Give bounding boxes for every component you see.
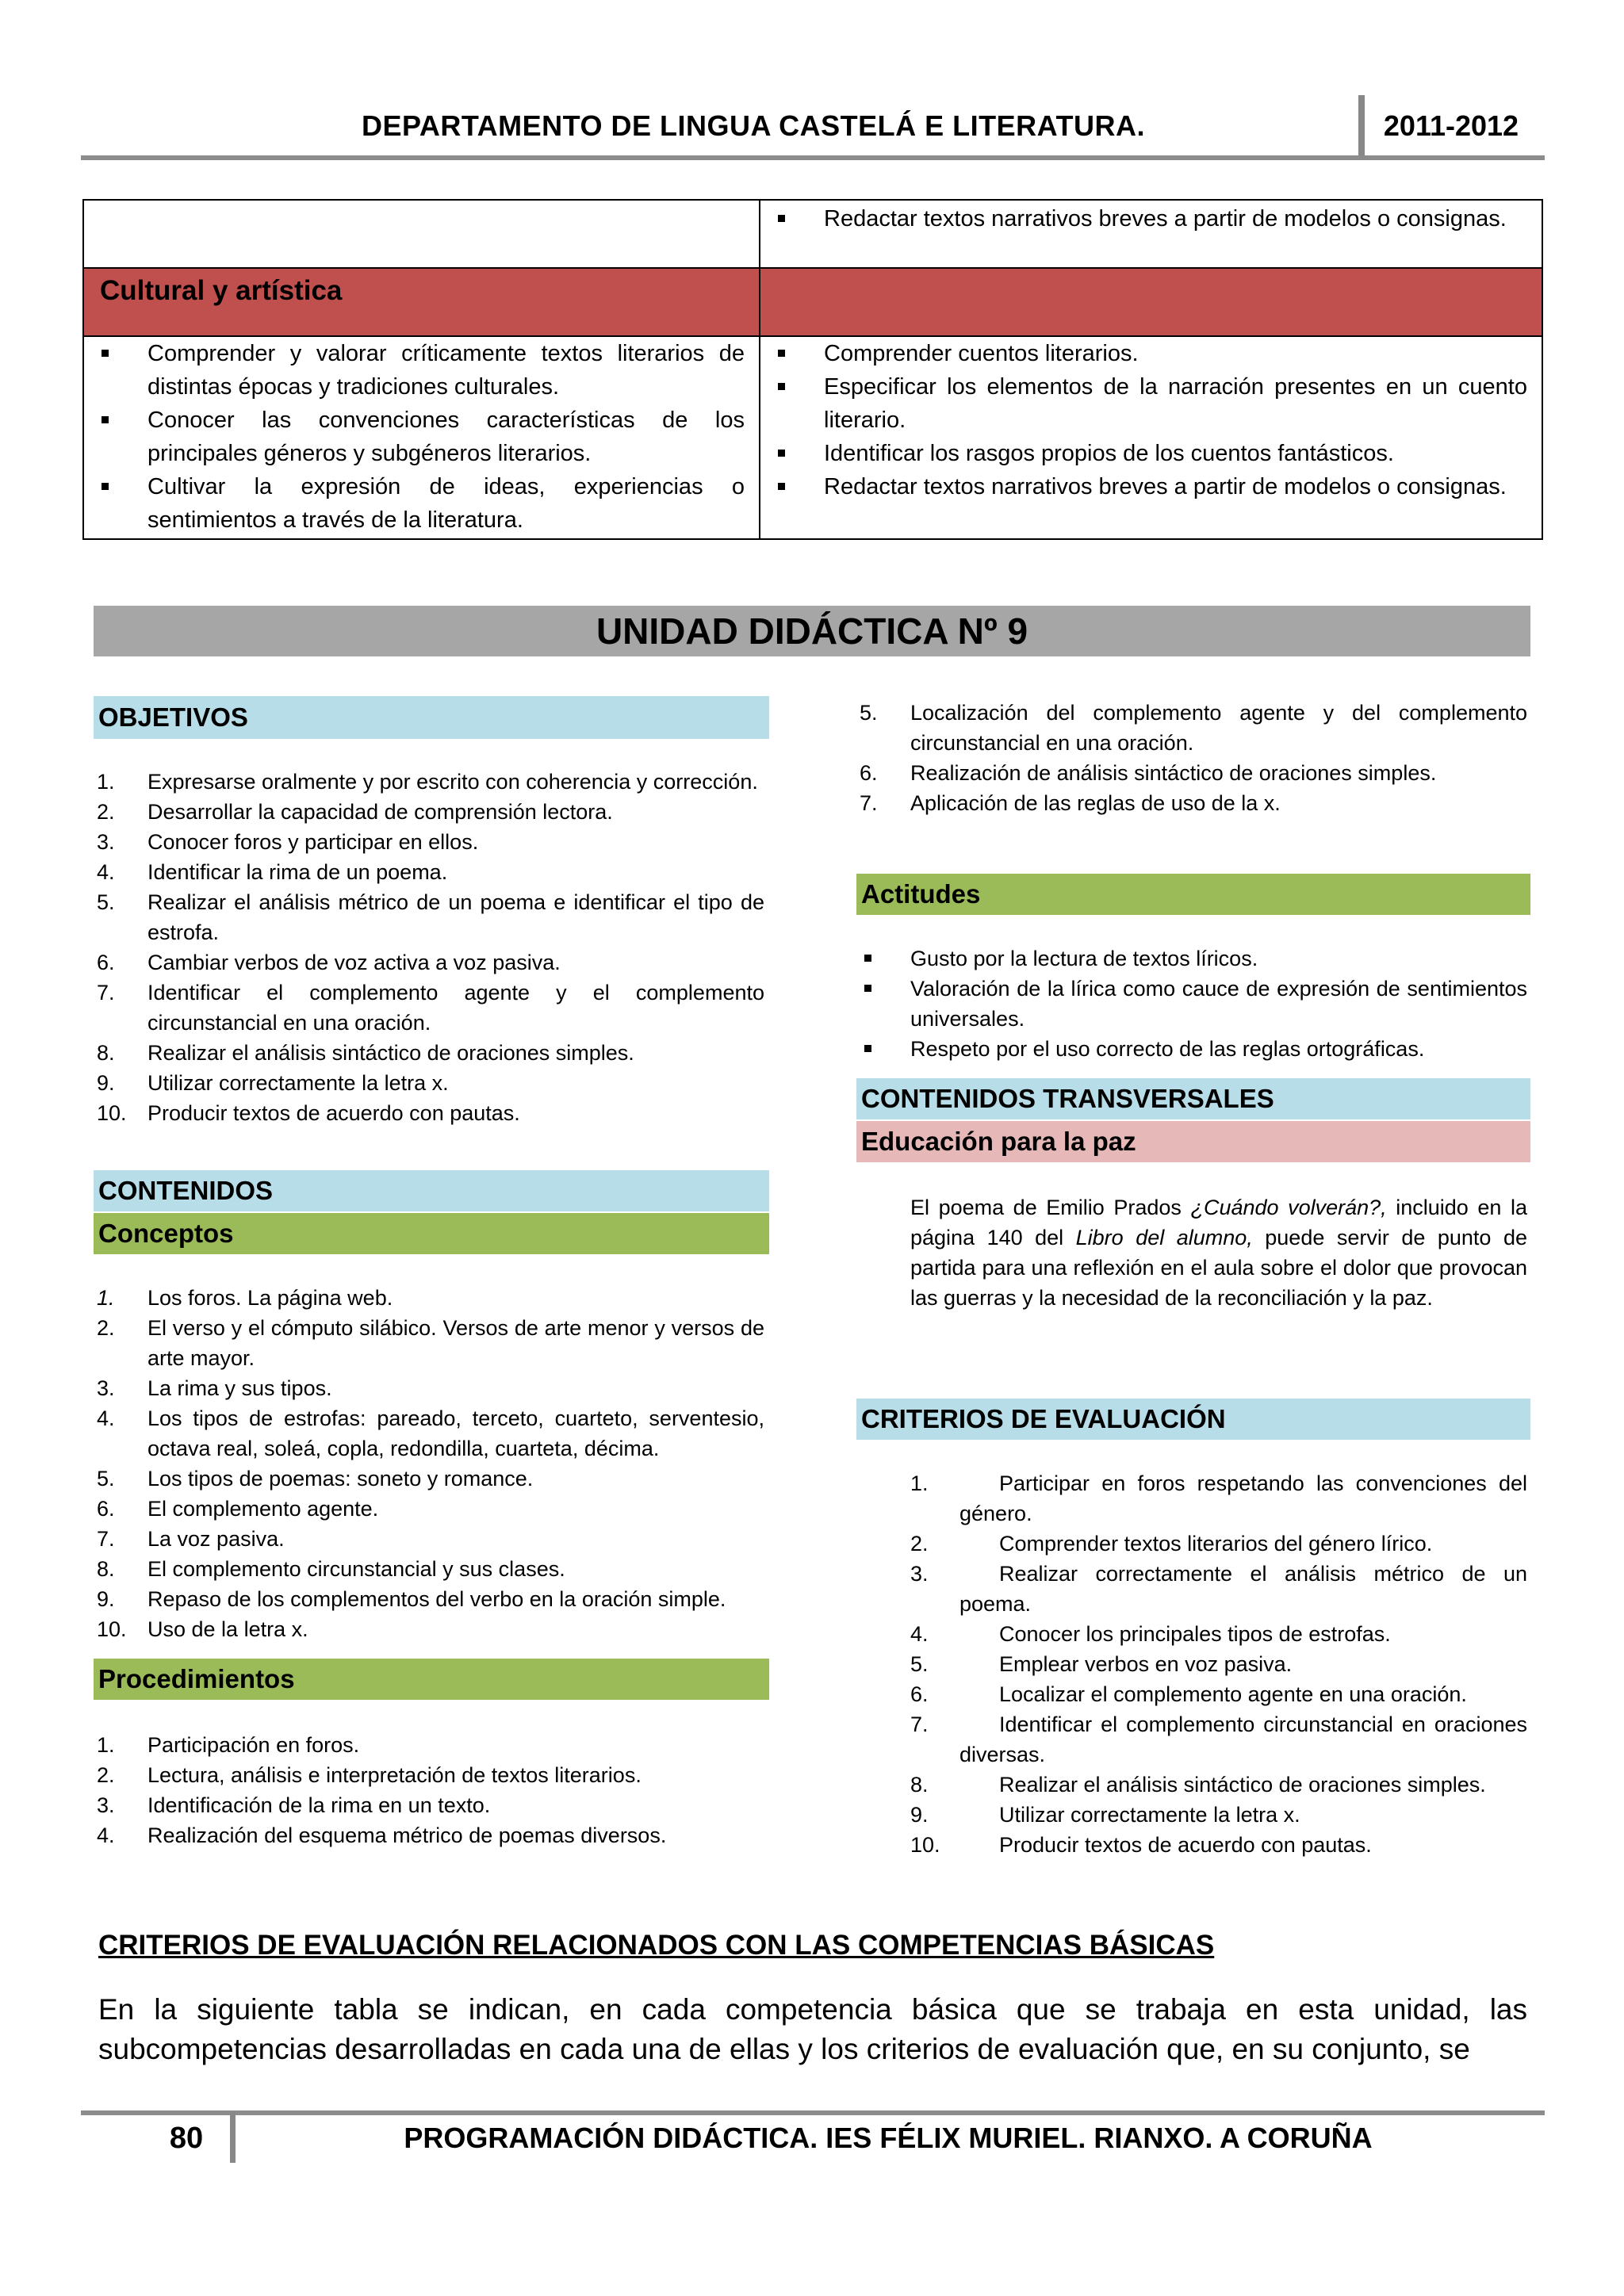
header-year: 2011-2012 xyxy=(1383,109,1519,142)
list-item: 2. Comprender textos literarios del género lírico. xyxy=(910,1532,1433,1556)
page-number: 80 xyxy=(169,2122,204,2155)
list-item: 3. Conocer foros y participar en ellos. xyxy=(97,830,479,854)
list-item: Cultivar la expresión de ideas, experiencias o sentimientos a través de la literatura. xyxy=(84,470,745,537)
criterios-heading: CRITERIOS DE EVALUACIÓN xyxy=(856,1399,1530,1440)
table-row-section xyxy=(84,267,1542,337)
list-item: 1. Los foros. La página web. xyxy=(97,1286,393,1310)
contenidos-heading: CONTENIDOS xyxy=(94,1170,769,1211)
transversales-paragraph: El poema de Emilio Prados ¿Cuándo volverán?, incluido en la página 140 del Libro del alumno, puede servir de punto de partida para una reflexión en el aula sobre el dolor que provocan las guerras y la necesidad de la reconciliación y la paz. xyxy=(910,1196,1527,1310)
table-cell-empty xyxy=(760,269,1542,335)
actitudes-heading: Actitudes xyxy=(856,874,1530,915)
section-label: Cultural y artística xyxy=(100,275,343,306)
list-item: 7. Identificar el complemento circunstancial en oraciones diversas. xyxy=(910,1712,1527,1766)
competencias-paragraph: En la siguiente tabla se indican, en cada competencia básica que se trabaja en esta unidad, las subcompetencias desarrolladas en cada una de ellas y los criterios de evaluación que, en su conjunto, se xyxy=(98,1993,1527,2065)
actitudes-list xyxy=(860,943,1527,1064)
objetivos-heading: OBJETIVOS xyxy=(94,696,769,739)
list-item: Redactar textos narrativos breves a partir de modelos o consignas. xyxy=(760,470,1527,503)
table-cell xyxy=(84,337,760,538)
list-item: 4. Los tipos de estrofas: pareado, terceto, cuarteto, serventesio, octava real, soleá, copla, redondilla, cuarteta, décima. xyxy=(97,1406,764,1460)
list-item: 5. Localización del complemento agente y del complemento circunstancial en una oración. xyxy=(860,701,1527,755)
procedimientos-list xyxy=(97,1730,764,1850)
list-item: 6. Localizar el complemento agente en una oración. xyxy=(910,1682,1467,1706)
list-item: 2. Desarrollar la capacidad de comprensión lectora. xyxy=(97,800,613,824)
list-item: 9. Utilizar correctamente la letra x. xyxy=(97,1071,449,1095)
criterios-list xyxy=(910,1468,1527,1860)
list-item: Comprender y valorar críticamente textos literarios de distintas épocas y tradiciones culturales. xyxy=(84,337,745,404)
footer-rule xyxy=(81,2110,1545,2115)
list-item: 1. Expresarse oralmente y por escrito con coherencia y corrección. xyxy=(97,770,758,794)
list-item: 6. Cambiar verbos de voz activa a voz pasiva. xyxy=(97,951,561,974)
footer-title: PROGRAMACIÓN DIDÁCTICA. IES FÉLIX MURIEL. RIANXO. A CORUÑA xyxy=(404,2122,1373,2154)
list-item: 8. Realizar el análisis sintáctico de oraciones simples. xyxy=(97,1041,634,1065)
list-item: 7. Aplicación de las reglas de uso de la x. xyxy=(860,791,1281,815)
list-item: Conocer las convenciones características de los principales géneros y subgéneros literarios. xyxy=(84,404,745,470)
list-item: 7. Identificar el complemento agente y el complemento circunstancial en una oración. xyxy=(97,981,764,1035)
table-cell xyxy=(84,269,760,335)
competencias-criterios-title: CRITERIOS DE EVALUACIÓN RELACIONADOS CON LAS COMPETENCIAS BÁSICAS xyxy=(98,1930,1215,1961)
procedimientos-list-continued xyxy=(860,698,1527,818)
list-item: Valoración de la lírica como cauce de expresión de sentimientos universales. xyxy=(860,974,1527,1034)
list-item: 1. Participación en foros. xyxy=(97,1733,360,1757)
list-item: 4. Conocer los principales tipos de estrofas. xyxy=(910,1622,1391,1646)
list-item: 6. Realización de análisis sintáctico de oraciones simples. xyxy=(860,761,1437,785)
header-title: DEPARTAMENTO DE LINGUA CASTELÁ E LITERATURA. xyxy=(362,109,1145,142)
list-item: 1. Participar en foros respetando las convenciones del género. xyxy=(910,1471,1527,1525)
footer-divider xyxy=(230,2112,236,2163)
list-item: 10. Producir textos de acuerdo con pautas. xyxy=(97,1101,520,1125)
transversales-heading: CONTENIDOS TRANSVERSALES xyxy=(856,1078,1530,1119)
table-cell xyxy=(760,337,1542,538)
header-rule xyxy=(81,155,1545,160)
list-item: 4. Identificar la rima de un poema. xyxy=(97,860,448,884)
table-row xyxy=(84,337,1542,538)
unit-title: UNIDAD DIDÁCTICA Nº 9 xyxy=(94,606,1530,656)
list-item: Redactar textos narrativos breves a partir de modelos o consignas. xyxy=(760,202,1527,235)
list-item: 9. Utilizar correctamente la letra x. xyxy=(910,1803,1300,1827)
list-item: 3. Identificación de la rima en un texto. xyxy=(97,1793,491,1817)
list-item: 5. Los tipos de poemas: soneto y romance. xyxy=(97,1467,534,1490)
list-item: 5. Realizar el análisis métrico de un poema e identificar el tipo de estrofa. xyxy=(97,890,764,944)
list-item: 7. La voz pasiva. xyxy=(97,1527,285,1551)
educacion-paz-heading: Educación para la paz xyxy=(856,1121,1530,1162)
list-item: 2. Lectura, análisis e interpretación de textos literarios. xyxy=(97,1763,642,1787)
conceptos-heading: Conceptos xyxy=(94,1213,769,1254)
list-item: 9. Repaso de los complementos del verbo en la oración simple. xyxy=(97,1587,726,1611)
list-item: Especificar los elementos de la narración presentes en un cuento literario. xyxy=(760,370,1527,437)
list-item: 8. Realizar el análisis sintáctico de oraciones simples. xyxy=(910,1773,1486,1797)
table-cell xyxy=(760,201,1542,267)
header-divider xyxy=(1358,95,1365,157)
list-item: 2. El verso y el cómputo silábico. Versos de arte menor y versos de arte mayor. xyxy=(97,1316,764,1370)
list-item: Respeto por el uso correcto de las reglas ortográficas. xyxy=(860,1034,1527,1064)
list-item: 4. Realización del esquema métrico de poemas diversos. xyxy=(97,1823,667,1847)
list-item: Identificar los rasgos propios de los cuentos fantásticos. xyxy=(760,437,1527,470)
objetivos-list xyxy=(97,767,764,1128)
list-item: 10. Producir textos de acuerdo con pautas. xyxy=(910,1833,1372,1857)
table-row xyxy=(84,201,1542,267)
procedimientos-heading: Procedimientos xyxy=(94,1659,769,1700)
list-item: 8. El complemento circunstancial y sus clases. xyxy=(97,1557,565,1581)
list-item: Gusto por la lectura de textos líricos. xyxy=(860,943,1527,974)
list-item: 3. Realizar correctamente el análisis métrico de un poema. xyxy=(910,1562,1527,1616)
conceptos-list xyxy=(97,1283,764,1644)
table-cell-empty xyxy=(84,201,760,267)
list-item: 5. Emplear verbos en voz pasiva. xyxy=(910,1652,1293,1676)
list-item: Comprender cuentos literarios. xyxy=(760,337,1527,370)
list-item: 3. La rima y sus tipos. xyxy=(97,1376,332,1400)
list-item: 6. El complemento agente. xyxy=(97,1497,379,1521)
list-item: 10. Uso de la letra x. xyxy=(97,1617,308,1641)
competencias-table xyxy=(82,199,1543,540)
